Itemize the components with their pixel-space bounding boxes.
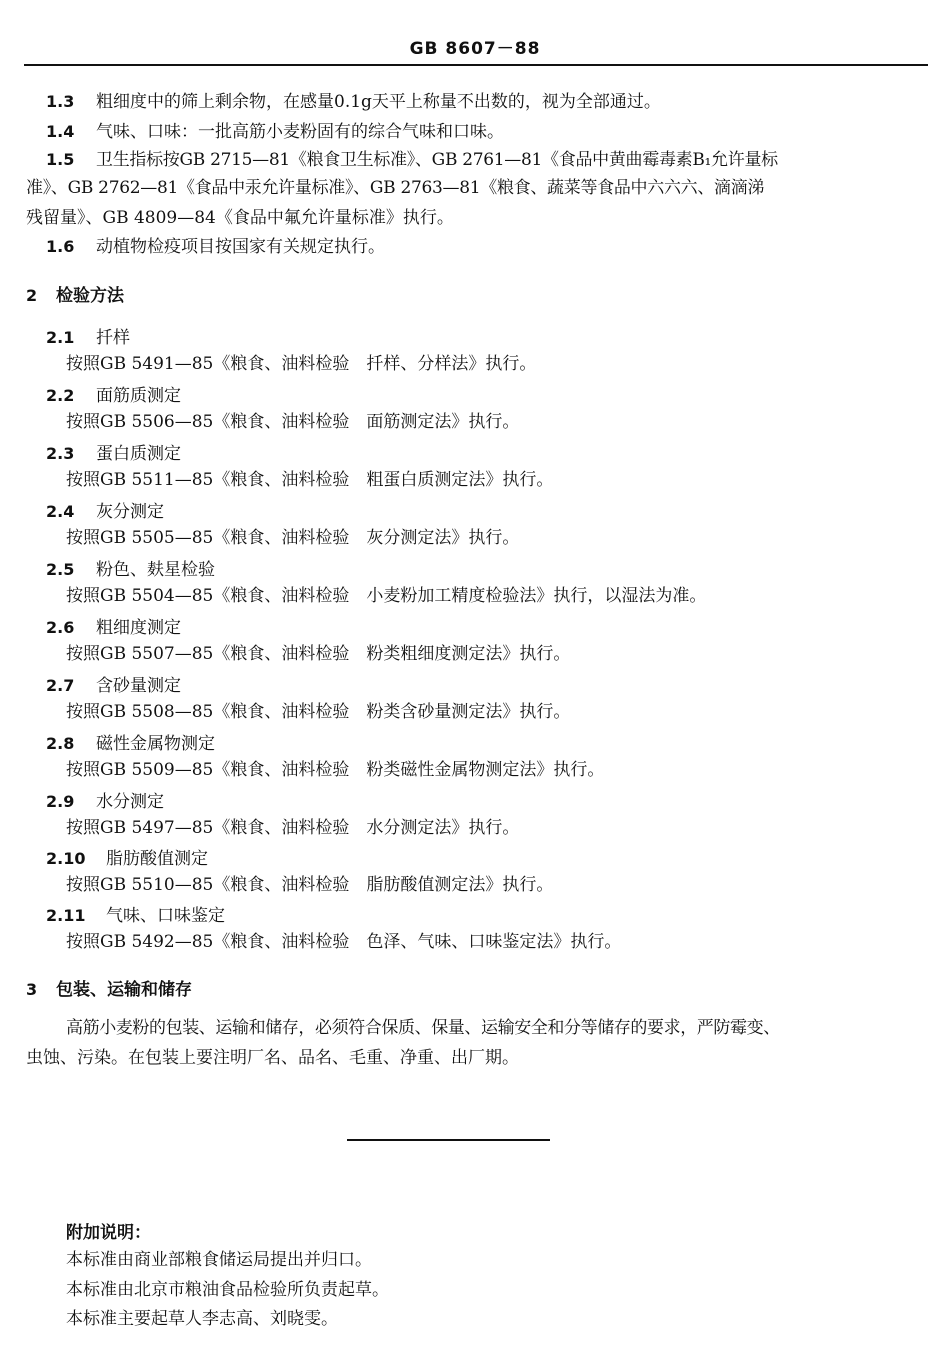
clause-2-8-title xyxy=(46,732,215,756)
clause-title: 水分测定 xyxy=(96,792,164,812)
clause-title: 扦样 xyxy=(96,328,130,348)
clause-2-2-title xyxy=(46,384,181,408)
clause-title: 粗细度测定 xyxy=(96,618,181,638)
clause-1-6 xyxy=(46,235,385,259)
clause-2-2-body: 按照GB 5506—85《粮食、油料检验 面筋测定法》执行。 xyxy=(66,412,520,432)
clause-2-4-title xyxy=(46,500,164,524)
clause-title: 灰分测定 xyxy=(96,502,164,522)
clause-2-5-body: 按照GB 5504—85《粮食、油料检验 小麦粉加工精度检验法》执行，以湿法为准。 xyxy=(66,586,707,606)
clause-number: 1.5 xyxy=(46,150,75,169)
clause-2-7-body: 按照GB 5508—85《粮食、油料检验 粉类含砂量测定法》执行。 xyxy=(66,702,571,722)
clause-title: 粉色、麸星检验 xyxy=(96,560,215,580)
notes-line: 本标准主要起草人李志高、刘晓雯。 xyxy=(66,1309,338,1329)
clause-number: 2.1 xyxy=(46,328,75,347)
clause-number: 2.8 xyxy=(46,734,75,753)
clause-2-5-title xyxy=(46,558,215,582)
clause-number: 2.9 xyxy=(46,792,75,811)
section-2-heading xyxy=(26,284,124,308)
clause-number: 1.4 xyxy=(46,122,75,141)
clause-2-10-body: 按照GB 5510—85《粮食、油料检验 脂肪酸值测定法》执行。 xyxy=(66,875,554,895)
clause-2-11-body: 按照GB 5492—85《粮食、油料检验 色泽、气味、口味鉴定法》执行。 xyxy=(66,932,622,952)
clause-number: 2.3 xyxy=(46,444,75,463)
clause-text: 卫生指标按GB 2715—81《粮食卫生标准》、GB 2761—81《食品中黄曲霉毒素B₁允许量标 xyxy=(96,150,778,170)
clause-title: 磁性金属物测定 xyxy=(96,734,215,754)
clause-text: 动植物检疫项目按国家有关规定执行。 xyxy=(96,237,385,257)
clause-number: 1.3 xyxy=(46,92,75,111)
section-number: 2 xyxy=(26,286,38,305)
section-title: 检验方法 xyxy=(56,286,124,306)
clause-2-11-title xyxy=(46,904,225,928)
clause-number: 2.10 xyxy=(46,849,86,868)
clause-title: 气味、口味鉴定 xyxy=(106,906,225,926)
section-3-body-line-2: 虫蚀、污染。在包装上要注明厂名、品名、毛重、净重、出厂期。 xyxy=(26,1048,519,1068)
header-rule xyxy=(24,64,928,66)
clause-number: 2.5 xyxy=(46,560,75,579)
notes-line: 本标准由北京市粮油食品检验所负责起草。 xyxy=(66,1280,389,1300)
clause-2-3-body: 按照GB 5511—85《粮食、油料检验 粗蛋白质测定法》执行。 xyxy=(66,470,554,490)
section-title: 包装、运输和储存 xyxy=(56,980,192,1000)
clause-number: 1.6 xyxy=(46,237,75,256)
clause-text: 粗细度中的筛上剩余物，在感量0.1g天平上称量不出数的，视为全部通过。 xyxy=(96,92,661,112)
clause-title: 脂肪酸值测定 xyxy=(106,849,208,869)
clause-2-4-body: 按照GB 5505—85《粮食、油料检验 灰分测定法》执行。 xyxy=(66,528,520,548)
section-3-body-line-1: 高筋小麦粉的包装、运输和储存，必须符合保质、保量、运输安全和分等储存的要求，严防霉变、 xyxy=(66,1018,780,1038)
section-3-heading xyxy=(26,978,192,1002)
clause-number: 2.11 xyxy=(46,906,86,925)
clause-title: 面筋质测定 xyxy=(96,386,181,406)
clause-1-3 xyxy=(46,90,661,114)
clause-2-6-body: 按照GB 5507—85《粮食、油料检验 粉类粗细度测定法》执行。 xyxy=(66,644,571,664)
clause-1-5-cont-1: 准》、GB 2762—81《食品中汞允许量标准》、GB 2763—81《粮食、蔬菜等食品中六六六、滴滴涕 xyxy=(26,178,765,198)
clause-2-1-body: 按照GB 5491—85《粮食、油料检验 扦样、分样法》执行。 xyxy=(66,354,537,374)
clause-2-8-body: 按照GB 5509—85《粮食、油料检验 粉类磁性金属物测定法》执行。 xyxy=(66,760,605,780)
clause-text: 气味、口味：一批高筋小麦粉固有的综合气味和口味。 xyxy=(96,122,504,142)
clause-2-3-title xyxy=(46,442,181,466)
end-rule xyxy=(347,1139,550,1141)
clause-2-1-title xyxy=(46,326,130,350)
clause-number: 2.7 xyxy=(46,676,75,695)
clause-1-4 xyxy=(46,120,504,144)
clause-2-6-title xyxy=(46,616,181,640)
clause-2-9-body: 按照GB 5497—85《粮食、油料检验 水分测定法》执行。 xyxy=(66,818,520,838)
clause-title: 蛋白质测定 xyxy=(96,444,181,464)
clause-number: 2.4 xyxy=(46,502,75,521)
section-number: 3 xyxy=(26,980,38,999)
clause-2-9-title xyxy=(46,790,164,814)
clause-1-5 xyxy=(46,148,778,172)
clause-1-5-cont-2: 残留量》、GB 4809—84《食品中氟允许量标准》执行。 xyxy=(26,208,454,228)
clause-number: 2.2 xyxy=(46,386,75,405)
clause-number: 2.6 xyxy=(46,618,75,637)
page-header-code: GB 8607－88 xyxy=(409,39,541,59)
notes-heading: 附加说明： xyxy=(66,1223,151,1243)
clause-2-7-title xyxy=(46,674,181,698)
clause-title: 含砂量测定 xyxy=(96,676,181,696)
notes-line: 本标准由商业部粮食储运局提出并归口。 xyxy=(66,1250,372,1270)
clause-2-10-title xyxy=(46,847,208,871)
